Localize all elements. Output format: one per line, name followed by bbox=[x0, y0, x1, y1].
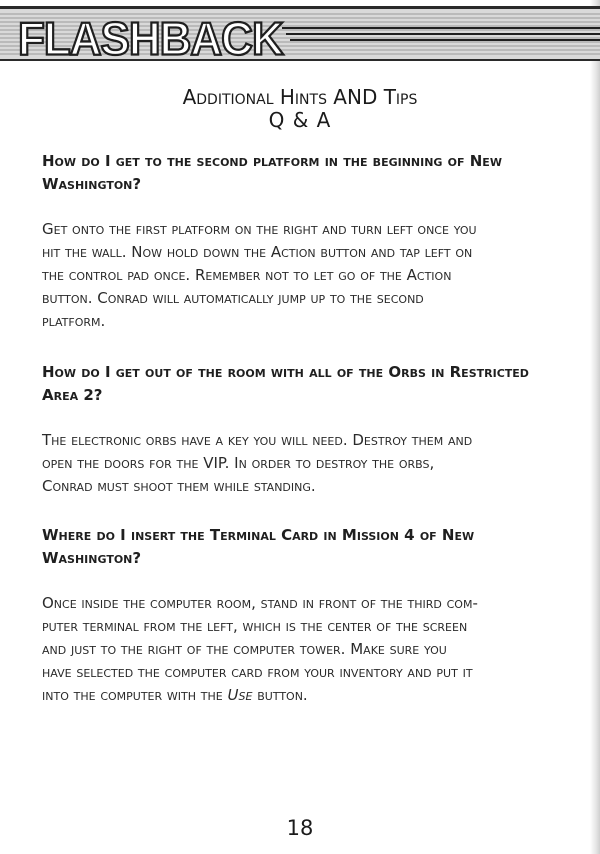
answer-line: Get onto the first platform on the right and turn left once you bbox=[42, 220, 477, 238]
page-heading bbox=[0, 86, 600, 132]
question-line: Where do I insert the Terminal Card in Mission 4 of New bbox=[42, 526, 475, 544]
answer-text: button. bbox=[252, 686, 308, 704]
question-1 bbox=[42, 150, 567, 196]
qa-content bbox=[42, 150, 567, 707]
answer-line: Conrad must shoot them while standing. bbox=[42, 477, 316, 495]
page-title: Additional Hints AND Tips bbox=[182, 85, 418, 109]
answer-3 bbox=[42, 592, 567, 707]
question-line: Area 2? bbox=[42, 386, 103, 404]
answer-1 bbox=[42, 218, 567, 333]
page-subtitle: Q & A bbox=[268, 108, 332, 132]
flashback-logo-banner bbox=[0, 6, 600, 64]
answer-line: open the doors for the VIP. In order to destroy the orbs, bbox=[42, 454, 435, 472]
answer-line: The electronic orbs have a key you will need. Destroy them and bbox=[42, 431, 473, 449]
logo-text: FLASHBACK bbox=[18, 12, 283, 64]
question-line: Washington? bbox=[42, 549, 142, 567]
answer-text: into the computer with the bbox=[42, 686, 228, 704]
answer-line: Once inside the computer room, stand in front of the third com- bbox=[42, 594, 478, 612]
answer-line: button. Conrad will automatically jump up to the second bbox=[42, 289, 424, 307]
question-line: How do I get to the second platform in the beginning of New bbox=[42, 152, 502, 170]
question-3 bbox=[42, 524, 567, 570]
answer-line: and just to the right of the computer tower. Make sure you bbox=[42, 640, 447, 658]
question-line: Washington? bbox=[42, 175, 142, 193]
question-line: How do I get out of the room with all of the Orbs in Restricted bbox=[42, 363, 529, 381]
answer-line: puter terminal from the left, which is the center of the screen bbox=[42, 617, 468, 635]
answer-line: hit the wall. Now hold down the Action button and tap left on bbox=[42, 243, 473, 261]
answer-line: have selected the computer card from your inventory and put it bbox=[42, 663, 473, 681]
use-button-term: Use bbox=[227, 686, 253, 704]
header-banner bbox=[0, 6, 600, 64]
answer-2 bbox=[42, 429, 567, 498]
page-number: 18 bbox=[286, 816, 314, 840]
answer-line: platform. bbox=[42, 312, 106, 330]
question-2 bbox=[42, 361, 567, 407]
answer-line: the control pad once. Remember not to let go of the Action bbox=[42, 266, 452, 284]
answer-line bbox=[42, 684, 567, 707]
